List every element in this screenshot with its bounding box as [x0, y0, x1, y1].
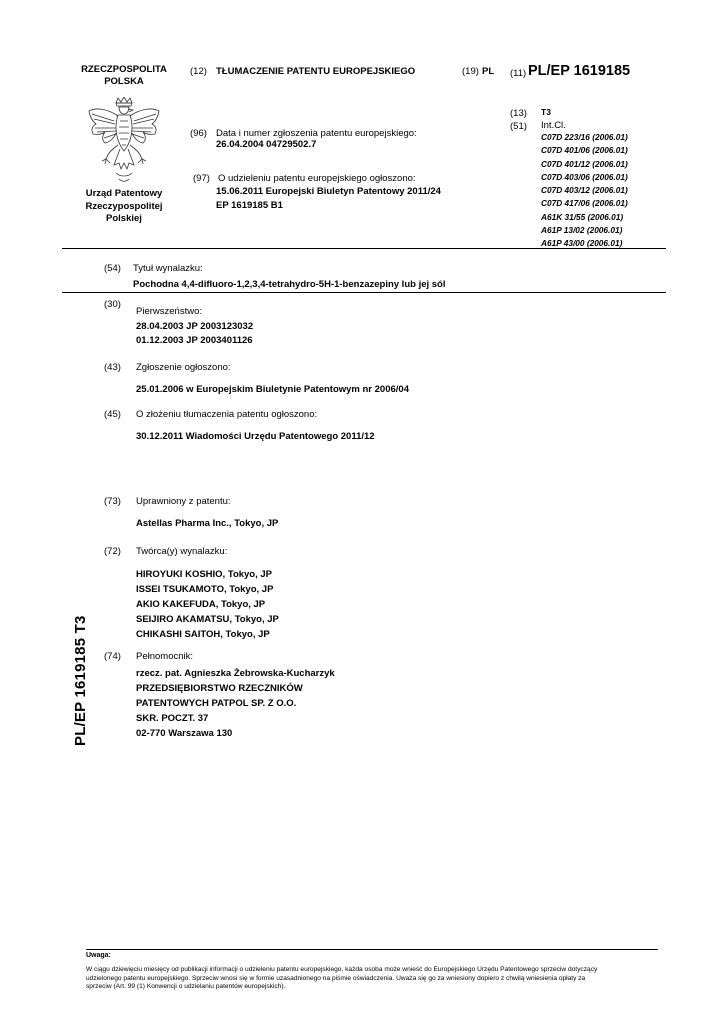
priority-label: Pierwszeństwo: [136, 306, 202, 317]
side-patent-label: PL/EP 1619185 T3 [72, 615, 89, 746]
footer-line: udzielonego patentu europejskiego. Sprzeciw wnosi się w formie uzasadnionego na piśmie oświadczenia. Uważa się go za wniesiony dopiero z chwilą wniesienia opłaty za [86, 974, 586, 982]
country-line1: RZECZPOSPOLITA [81, 64, 167, 75]
field96-value: 26.04.2004 04729502.7 [216, 139, 317, 150]
office-line2: Rzeczypospolitej [85, 200, 163, 212]
field19-text: PL [482, 66, 495, 77]
eagle-icon [86, 97, 162, 185]
inventor-item: HIROYUKI KOSHIO, Tokyo, JP [136, 569, 273, 580]
proprietor-code: (73) [104, 496, 121, 507]
country-line2: POLSKA [104, 75, 144, 87]
ipc-class: C07D 403/06 (2006.01) [541, 171, 628, 182]
attorney-list [136, 666, 335, 741]
priority-item: 01.12.2003 JP 2003401126 [136, 335, 253, 346]
footer-line: W ciągu dziewięciu miesięcy od publikacji informacji o udzieleniu patentu europejskiego, każda osoba może wnieść do Europejskiego Urzędu Patentowego sprzeciw dotyczący [86, 966, 598, 973]
office-line3: Polskiej [106, 213, 142, 224]
translation-published-code: (45) [104, 409, 121, 420]
field19-code: (19) [462, 66, 479, 77]
proprietor-value: Astellas Pharma Inc., Tokyo, JP [136, 518, 279, 529]
title-label: Tytuł wynalazku: [133, 263, 203, 274]
ipc-class: C07D 223/16 (2006.01) [541, 132, 628, 142]
field96-code: (96) [190, 128, 207, 139]
attorney-item: rzecz. pat. Agnieszka Żebrowska-Kucharzyk [136, 668, 335, 679]
attorney-item: 02-770 Warszawa 130 [136, 728, 233, 739]
ipc-class: C07D 417/06 (2006.01) [541, 198, 628, 209]
field13-code: (13) [510, 108, 527, 119]
footer-title: Uwaga: [86, 952, 111, 959]
application-published-value: 25.01.2006 w Europejskim Biuletynie Patentowym nr 2006/04 [136, 384, 409, 395]
footer-line: sprzeciw (Art. 99 (1) Konwencji o udzielaniu patentów europejskich). [86, 983, 286, 991]
ipc-class: C07D 401/12 (2006.01) [541, 158, 628, 169]
field12-code: (12) [190, 66, 207, 77]
title-code: (54) [104, 263, 121, 274]
ipc-class: C07D 403/12 (2006.01) [541, 185, 628, 196]
priority-item: 28.04.2003 JP 2003123032 [136, 321, 254, 332]
attorney-code: (74) [104, 651, 121, 662]
translation-published-label: O złożeniu tłumaczenia patentu ogłoszono: [136, 409, 318, 420]
inventor-item: ISSEI TSUKAMOTO, Tokyo, JP [136, 584, 274, 595]
footer-notice [86, 966, 658, 992]
application-published-label: Zgłoszenie ogłoszono: [136, 362, 231, 373]
application-published-code: (43) [104, 362, 121, 373]
priority-list [136, 320, 253, 348]
field13-text: T3 [541, 107, 551, 117]
emblem [86, 97, 162, 185]
field51-label: Int.Cl. [541, 120, 566, 131]
ipc-class-list [541, 131, 628, 251]
inventor-item: AKIO KAKEFUDA, Tokyo, JP [136, 599, 266, 610]
patent-office-name [62, 188, 186, 226]
attorney-label: Pełnomocnik: [136, 651, 194, 662]
ipc-class: A61P 43/00 (2006.01) [541, 238, 623, 249]
field97-value-2: EP 1619185 B1 [216, 200, 283, 211]
inventors-list [136, 567, 279, 642]
inventor-item: CHIKASHI SAITOH, Tokyo, JP [136, 629, 270, 640]
inventors-label: Twórca(y) wynalazku: [136, 546, 228, 557]
office-line1: Urząd Patentowy [85, 188, 163, 199]
field97-code: (97) [193, 173, 210, 184]
field97-label: O udzieleniu patentu europejskiego ogłoszono: [218, 173, 416, 184]
proprietor-label: Uprawniony z patentu: [136, 496, 231, 507]
country-name [62, 64, 186, 88]
field12-text: TŁUMACZENIE PATENTU EUROPEJSKIEGO [216, 66, 416, 77]
field97-value-1: 15.06.2011 Europejski Biuletyn Patentowy 2011/24 [216, 186, 441, 197]
attorney-item: SKR. POCZT. 37 [136, 713, 209, 724]
priority-code: (30) [104, 299, 121, 310]
inventors-code: (72) [104, 546, 121, 557]
field51-code: (51) [510, 121, 527, 132]
ipc-class: A61K 31/55 (2006.01) [541, 211, 624, 222]
attorney-item: PATENTOWYCH PATPOL SP. Z O.O. [136, 698, 297, 709]
attorney-item: PRZEDSIĘBIORSTWO RZECZNIKÓW [136, 683, 303, 694]
header-divider [62, 248, 666, 249]
field96-label: Data i numer zgłoszenia patentu europejskiego: [216, 128, 417, 139]
ipc-class: C07D 401/06 (2006.01) [541, 145, 628, 156]
title-divider [62, 292, 666, 293]
inventor-item: SEIJIRO AKAMATSU, Tokyo, JP [136, 614, 279, 625]
ipc-class: A61P 13/02 (2006.01) [541, 225, 623, 236]
patent-number: PL/EP 1619185 [528, 63, 631, 79]
field11-code: (11) [510, 68, 527, 79]
footer-divider [86, 949, 658, 950]
invention-title: Pochodna 4,4-difluoro-1,2,3,4-tetrahydro-5H-1-benzazepiny lub jej sól [133, 279, 446, 290]
translation-published-value: 30.12.2011 Wiadomości Urzędu Patentowego 2011/12 [136, 431, 375, 442]
